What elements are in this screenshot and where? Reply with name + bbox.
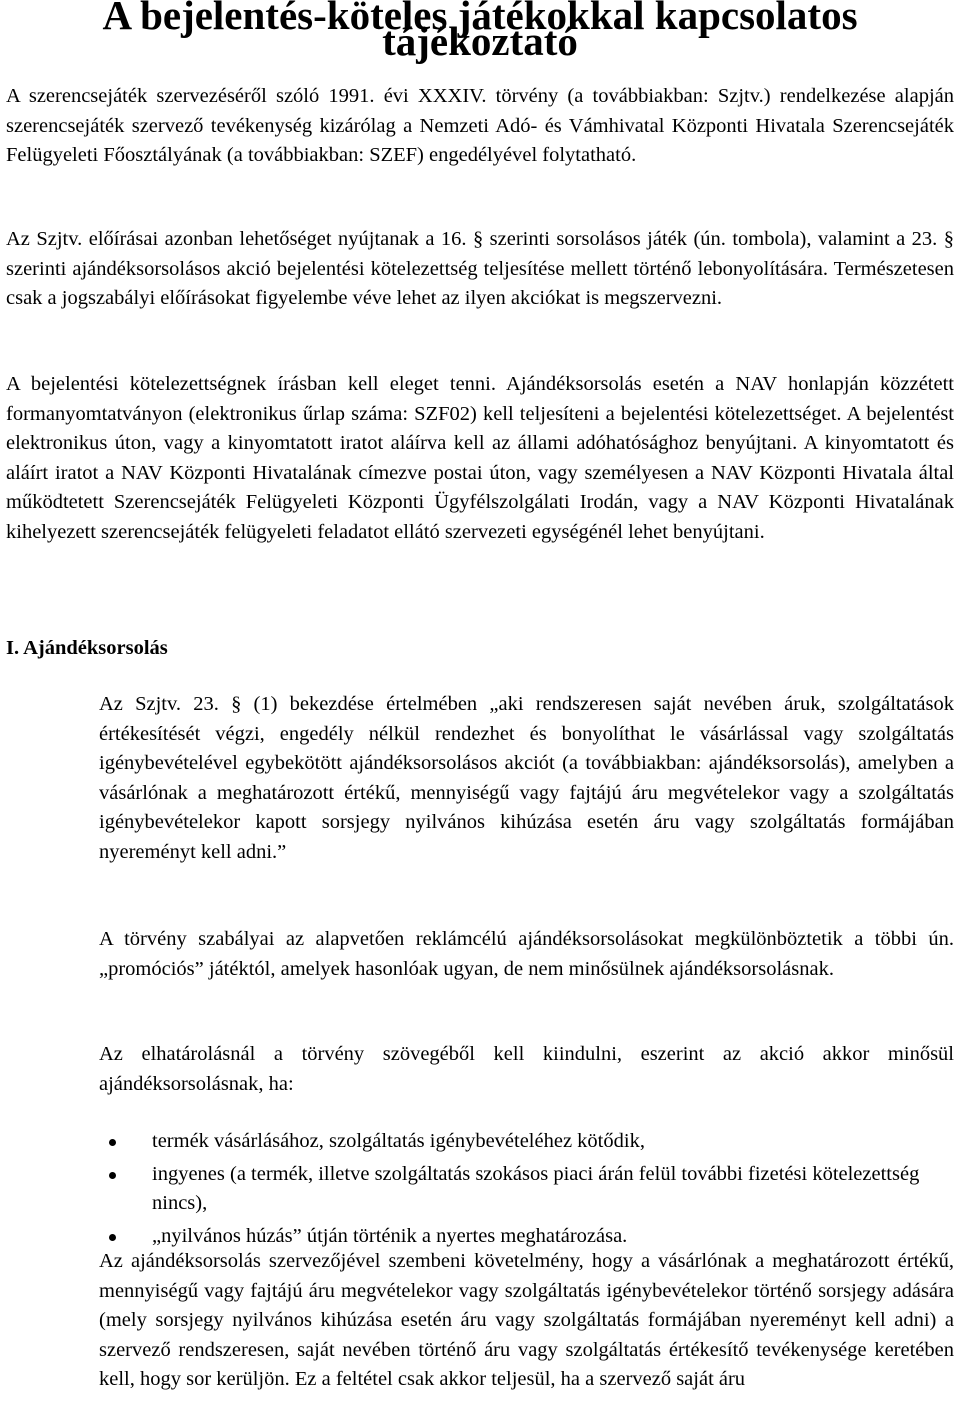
law-quote-paragraph: Az Szjtv. 23. § (1) bekezdése értelmében „aki rendszeresen saját nevében áruk, szolgáltatások értékesítését végzi, engedély nélkül rendezhet és bonyolíthat le vásárlással vagy szolgáltatás igénybevételével egybekötött ajándéksorsolásos akciót (a továbbiakban: ajándéksorsolás), amelyben a vásárlónak a meghatározott értékű, mennyiségű vagy fajtájú áru megvételekor vagy a szolgáltatás igénybevételekor kapott sorsjegy nyilvános kihúzása esetén áru vagy szolgáltatás formájában nyereményt kell adni.” bbox=[99, 693, 954, 863]
submission-paragraph: A bejelentési kötelezettségnek írásban kell eleget tenni. Ajándéksorsolás esetén a NAV honlapján közzétett formanyomtatványon (elektronikus űrlap száma: SZF02) kell teljesíteni a bejelentési kötelezettséget. A bejelentést elektronikus úton, vagy a kinyomtatott iratot aláírva kell az állami adóhatósághoz benyújtani. A kinyomtatott és aláírt iratot a NAV Központi Hivatalának címezve postai úton, vagy személyesen a NAV Központi Hivatala által működtetett Szerencsejáték Felügyeleti Központi Ügyfélszolgálati Irodán, vagy a NAV Központi Hivatalának kihelyezett szerencsejáték felügyeleti feladatot ellátó szervezeti egységénél lehet benyújtani. bbox=[6, 373, 954, 543]
bullet-icon bbox=[109, 1234, 116, 1241]
section-heading: I. Ajándéksorsolás bbox=[6, 637, 168, 659]
criteria-list bbox=[99, 1127, 954, 1254]
list-item: „nyilvános húzás” útján történik a nyertes meghatározása. bbox=[99, 1222, 954, 1252]
distinction-paragraph: A törvény szabályai az alapvetően reklámcélú ajándéksorsolásokat megkülönböztetik a többi ún. „promóciós” játéktól, amelyek hasonlóak ugyan, de nem minősülnek ajándéksorsolásnak. bbox=[99, 928, 954, 980]
criteria-intro-paragraph: Az elhatárolásnál a törvény szövegéből kell kiindulni, eszerint az akció akkor minősül ajándéksorsolásnak, ha: bbox=[99, 1043, 954, 1095]
list-item: termék vásárlásához, szolgáltatás igénybevételéhez kötődik, bbox=[99, 1127, 954, 1157]
intro-paragraph: A szerencsejáték szervezéséről szóló 1991. évi XXXIV. törvény (a továbbiakban: Szjtv.) rendelkezése alapján szerencsejáték szervező tevékenység kizárólag a Nemzeti Adó- és Vámhivatal Központi Hivatala Szerencsejáték Felügyeleti Főosztályának (a továbbiakban: SZEF) engedélyével folytatható. bbox=[6, 85, 954, 166]
list-item: ingyenes (a termék, illetve szolgáltatás szokásos piaci árán felül további fizetési kötelezettség nincs), bbox=[99, 1160, 954, 1219]
bullet-icon bbox=[109, 1139, 116, 1146]
document-title: A bejelentés-köteles játékokkal kapcsolatos tájékoztató bbox=[102, 0, 858, 64]
notification-paragraph: Az Szjtv. előírásai azonban lehetőséget nyújtanak a 16. § szerinti sorsolásos játék (ún. tombola), valamint a 23. § szerinti ajándéksorsolásos akció bejelentési kötelezettség teljesítése mellett történő lebonyolítására. Természetesen csak a jogszabályi előírásokat figyelembe véve lehet az ilyen akciókat is megszervezni. bbox=[6, 228, 954, 309]
bullet-icon bbox=[109, 1172, 116, 1179]
closing-paragraph: Az ajándéksorsolás szervezőjével szembeni követelmény, hogy a vásárlónak a meghatározott értékű, mennyiségű vagy fajtájú áru megvételekor vagy szolgáltatás igénybevételekor történő sorsjegy adására (mely sorsjegy nyilvános kihúzása esetén áru vagy szolgáltatás formájában nyereményt kell adni) a szervező rendszeresen, saját nevében történő áru vagy szolgáltatás értékesítő tevékenysége keretében kell, hogy sor kerüljön. Ez a feltétel csak akkor teljesül, ha a szervező saját áru bbox=[99, 1250, 954, 1390]
